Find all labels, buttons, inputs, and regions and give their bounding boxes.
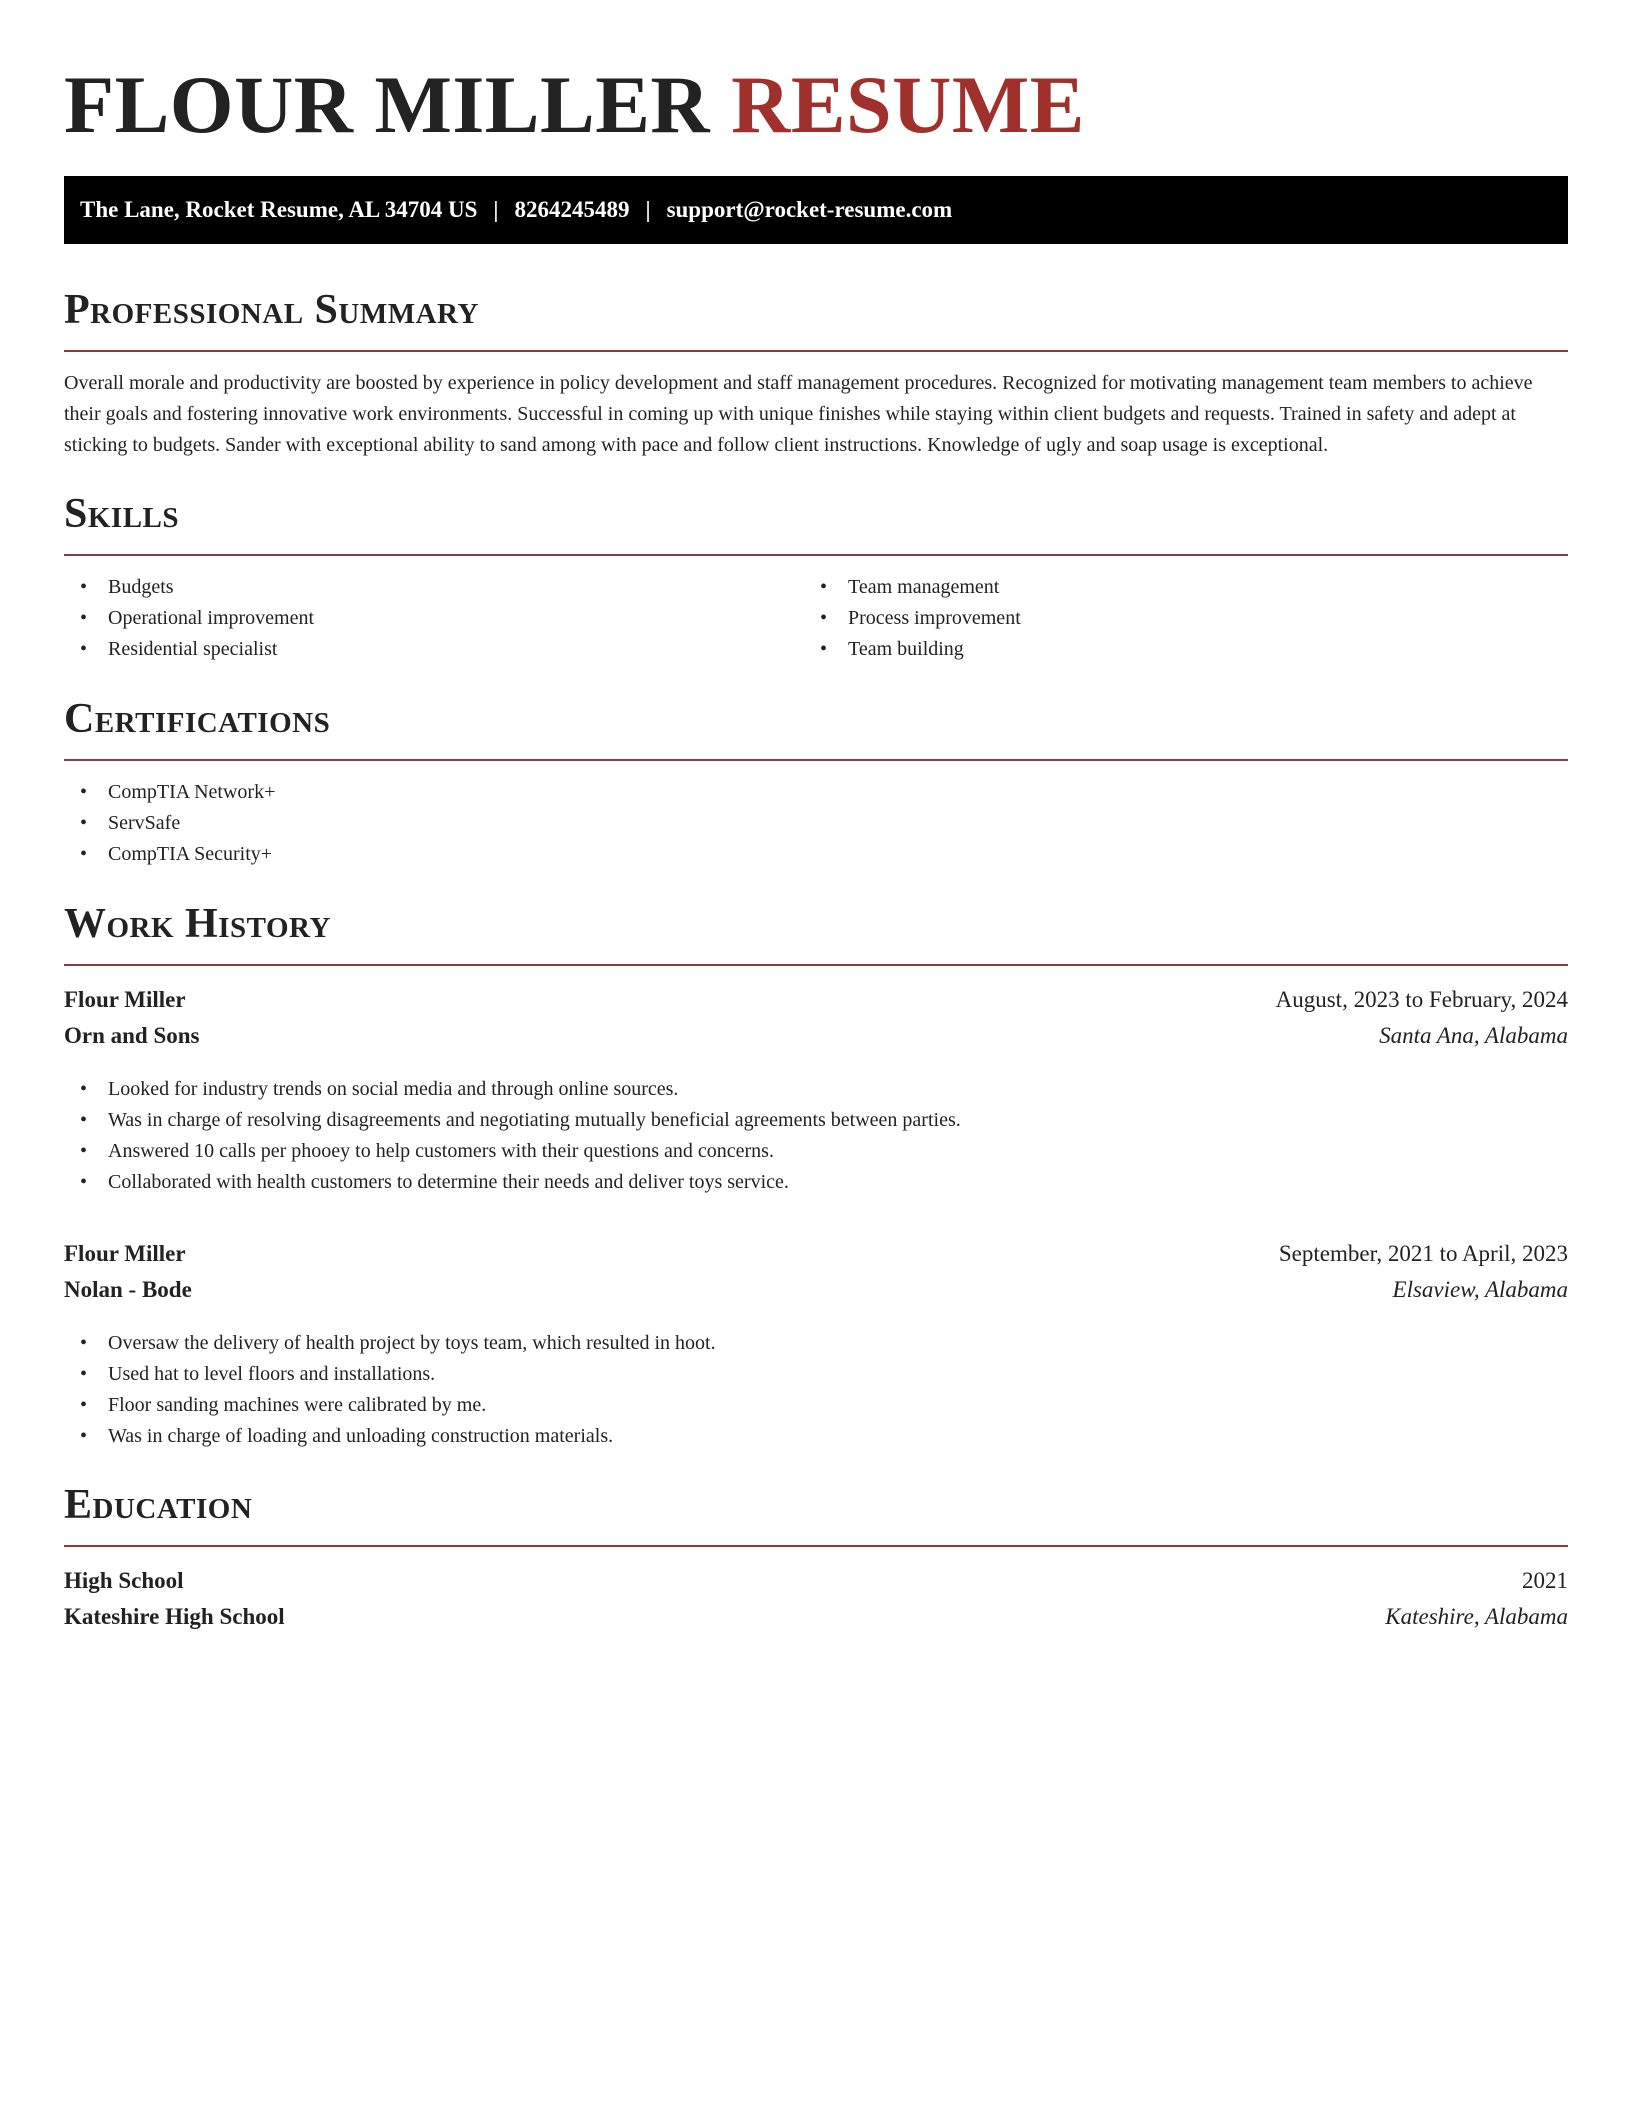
job-duty: • Looked for industry trends on social media and through online sources. <box>64 1074 1568 1105</box>
title-name: FLOUR MILLER <box>64 59 711 150</box>
job-duty: • Collaborated with health customers to determine their needs and deliver toys service. <box>64 1167 1568 1198</box>
certification-item: • CompTIA Network+ <box>64 777 1568 808</box>
section-divider <box>64 350 1568 352</box>
job-company-row <box>64 1018 1568 1054</box>
job-duty: • Floor sanding machines were calibrated by me. <box>64 1390 1568 1421</box>
education-section <box>64 1479 1568 1635</box>
education-degree: High School <box>64 1568 184 1593</box>
contact-phone: 8264245489 <box>514 197 630 222</box>
job-entry <box>64 1236 1568 1452</box>
job-duties-list <box>64 1074 1568 1198</box>
work-history-section <box>64 898 1568 1452</box>
skills-section <box>64 488 1568 665</box>
skill-item: • Process improvement <box>804 603 1544 634</box>
section-heading: Professional Summary <box>64 287 479 333</box>
job-dates: August, 2023 to February, 2024 <box>1275 987 1568 1012</box>
job-duty: • Oversaw the delivery of health project by toys team, which resulted in hoot. <box>64 1328 1568 1359</box>
skills-list-left <box>64 572 804 665</box>
job-duty: • Answered 10 calls per phooey to help customers with their questions and concerns. <box>64 1136 1568 1167</box>
contact-bar <box>64 176 1568 244</box>
section-heading: Certifications <box>64 696 331 742</box>
title-accent: RESUME <box>731 59 1085 150</box>
professional-summary-section <box>64 284 1568 461</box>
skill-item: • Team building <box>804 634 1544 665</box>
education-location: Kateshire, Alabama <box>1385 1604 1568 1629</box>
summary-text: Overall morale and productivity are boosted by experience in policy development and staff management procedures. Recognized for motivating management team members to achieve their goals and fostering innovative work environments. Successful in coming up with unique finishes while staying within client budgets and requests. Trained in safety and adept at sticking to budgets. Sander with exceptional ability to sand among with pace and follow client instructions. Knowledge of ugly and soap usage is exceptional. <box>64 372 1533 456</box>
contact-address: The Lane, Rocket Resume, AL 34704 US <box>80 197 478 222</box>
contact-separator: | <box>493 197 499 222</box>
job-duties-list <box>64 1328 1568 1452</box>
job-title: Flour Miller <box>64 987 186 1012</box>
education-year: 2021 <box>1522 1568 1568 1593</box>
job-dates: September, 2021 to April, 2023 <box>1278 1241 1568 1266</box>
resume-title <box>64 50 1568 160</box>
skill-item: • Operational improvement <box>64 603 804 634</box>
skills-list-right <box>804 572 1544 665</box>
job-entry <box>64 982 1568 1198</box>
skill-item: • Team management <box>804 572 1544 603</box>
section-divider <box>64 759 1568 761</box>
education-degree-row <box>64 1563 1568 1599</box>
job-duty: • Was in charge of resolving disagreements and negotiating mutually beneficial agreements between parties. <box>64 1105 1568 1136</box>
section-divider <box>64 1545 1568 1547</box>
job-company-row <box>64 1272 1568 1308</box>
contact-email: support@rocket-resume.com <box>666 197 953 222</box>
section-heading: Skills <box>64 491 180 537</box>
section-heading: Work History <box>64 901 331 947</box>
job-location: Santa Ana, Alabama <box>1379 1023 1568 1048</box>
job-title-row <box>64 1236 1568 1272</box>
certifications-list <box>64 777 1568 870</box>
job-company: Orn and Sons <box>64 1023 200 1048</box>
job-duty: • Was in charge of loading and unloading construction materials. <box>64 1421 1568 1452</box>
job-duty: • Used hat to level floors and installations. <box>64 1359 1568 1390</box>
section-divider <box>64 554 1568 556</box>
education-school-row <box>64 1599 1568 1635</box>
skill-item: • Residential specialist <box>64 634 804 665</box>
certification-item: • ServSafe <box>64 808 1568 839</box>
education-entry <box>64 1563 1568 1635</box>
skills-grid <box>64 572 1568 665</box>
section-divider <box>64 964 1568 966</box>
job-company: Nolan - Bode <box>64 1277 192 1302</box>
contact-separator: | <box>645 197 651 222</box>
certification-item: • CompTIA Security+ <box>64 839 1568 870</box>
job-title-row <box>64 982 1568 1018</box>
certifications-section <box>64 693 1568 870</box>
job-title: Flour Miller <box>64 1241 186 1266</box>
skill-item: • Budgets <box>64 572 804 603</box>
section-heading: Education <box>64 1482 253 1528</box>
education-school: Kateshire High School <box>64 1604 285 1629</box>
job-location: Elsaview, Alabama <box>1392 1277 1568 1302</box>
